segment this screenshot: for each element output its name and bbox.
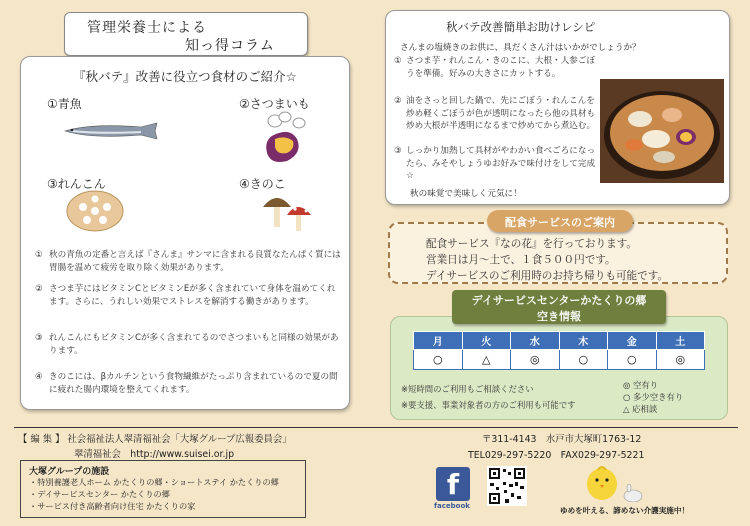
legend-consult: △ 応相談 <box>623 404 658 414</box>
day-header-thu: 木 <box>559 332 608 350</box>
status-wed: ◎ <box>511 350 560 370</box>
foods-panel <box>20 56 350 410</box>
recipe-footer: 秋の味覚で美味しく元気に！ <box>410 189 522 199</box>
food-note-1: ① 秋の青魚の定番と言えば『さんま』サンマに含まれる良質なたんぱく質には胃腸を温めて疲労を取り除く効果があります。 <box>35 250 341 273</box>
food-note-2: ② さつま芋にはビタミンCとビタミンEが多く含まれていて身体を温めてくれます。さらに、うれしい効果でストレスを解消する働きがあります。 <box>35 284 336 307</box>
lotus-root-icon <box>65 189 125 233</box>
food-note-3: ③ れんこんにもビタミンCが多く含まれてるのでさつまいもと同様の効果があります。 <box>35 333 339 356</box>
day-service-box <box>390 316 728 420</box>
availability-table <box>413 331 705 370</box>
sweet-potato-icon <box>257 109 317 169</box>
column-title-line2: 知っ得コラム <box>185 38 275 54</box>
meal-service-tab <box>487 210 633 232</box>
mushroom-icon <box>261 187 315 237</box>
recipe-step-3: ③ しっかり加熱して具材がやわかい食べごろになったら、みそやしょうゆお好みで味付けをして完成☆ <box>394 146 596 181</box>
footer-website[interactable]: 翠清福祉会 http://www.suisei.or.jp <box>74 449 235 460</box>
day-service-note-2: ※要支援、事業対象者の方のご利用も可能です <box>401 400 576 410</box>
recipe-step-2: ② 油をさっと回した鍋で、先にごぼう・れんこんを炒め軽くごぼうが色が透明になったら他の具材も炒め大根が半透明になるまで炒めてから煮込む。 <box>394 96 596 131</box>
group-facilities-title: 大塚グループの施設 <box>29 467 110 477</box>
availability-header-row <box>414 332 705 350</box>
status-thu: ○ <box>559 350 608 370</box>
status-tue: △ <box>462 350 511 370</box>
status-sat: ◎ <box>656 350 705 370</box>
day-service-title: デイサービスセンターかたくりの郷 <box>471 294 647 307</box>
miso-soup-photo <box>600 79 724 183</box>
legend-some-available: ○ 多少空き有り <box>623 392 684 402</box>
meal-service-line3: デイサービスのご利用時のお持ち帰りも可能です。 <box>426 270 669 282</box>
day-header-sat: 土 <box>656 332 705 350</box>
food-label-mushroom: ④きのこ <box>239 177 286 191</box>
footer-contact: TEL029-297-5220 FAX029-297-5221 <box>468 450 645 461</box>
day-service-note-1: ※短時間のご利用もご相談ください <box>401 384 534 394</box>
day-header-fri: 金 <box>608 332 657 350</box>
recipe-intro: さんまの塩焼きのお供に、具だくさん汁はいかがでしょうか？ <box>400 43 641 53</box>
group-facility-3: ・サービス付き高齢者向け住宅 かたくりの家 <box>29 501 196 511</box>
food-note-4: ④ きのこには、βカルチンという食物繊維がたっぷり含まれているので夏の間に疲れた腸内環境を整えてくれます。 <box>35 372 338 395</box>
food-label-fish: ①青魚 <box>47 97 82 111</box>
meal-service-line1: 配食サービス『なの花』を行っております。 <box>426 238 638 250</box>
column-title-box <box>64 12 308 56</box>
legend-available: ◎ 空有り <box>623 380 659 390</box>
group-facility-2: ・デイサービスセンター かたくりの郷 <box>29 489 170 499</box>
day-header-tue: 火 <box>462 332 511 350</box>
recipe-panel <box>385 10 730 205</box>
fish-icon <box>61 121 169 141</box>
rabbit-illustration-icon <box>622 484 644 502</box>
column-title-line1: 管理栄養士による <box>87 20 207 36</box>
footer-slogan: ゆめを叶える、諦めない介護実施中！ <box>560 506 690 515</box>
footer-divider <box>14 427 738 428</box>
footer-address: 〒311-4143 水戸市大塚町1763-12 <box>482 434 642 445</box>
facebook-label: facebook <box>434 502 470 510</box>
availability-status-row <box>414 350 705 370</box>
status-mon: ○ <box>414 350 463 370</box>
foods-heading: 『秋バテ』改善に役立つ食材のご紹介☆ <box>73 69 297 84</box>
day-service-tab <box>452 290 666 324</box>
recipe-step-1: ① さつま芋・れんこん・きのこに、大根・人参ごぼうを準備。好みの大きさにカットする。 <box>394 56 596 79</box>
day-service-subtitle: 空き情報 <box>537 310 581 323</box>
group-facilities-box <box>20 460 306 518</box>
food-label-sweet-potato: ②さつまいも <box>239 97 310 111</box>
recipe-title: 秋バテ改善簡単お助けレシピ <box>446 20 596 34</box>
food-label-lotus-root: ③れんこん <box>47 177 106 191</box>
meal-service-title: 配食サービスのご案内 <box>505 216 615 229</box>
facebook-icon[interactable]: f <box>436 467 470 501</box>
qr-code-icon <box>487 466 527 506</box>
chick-mascot-icon <box>584 462 620 502</box>
footer-editor: 【 編 集 】 社会福祉法人翠清福祉会「大塚グループ広報委員会」 <box>18 434 292 445</box>
meal-service-line2: 営業日は月～土で、１食５００円です。 <box>426 254 616 266</box>
status-fri: ○ <box>608 350 657 370</box>
group-facility-1: ・特別養護老人ホーム かたくりの郷・ショートステイ かたくりの郷 <box>29 477 279 487</box>
day-header-mon: 月 <box>414 332 463 350</box>
day-header-wed: 水 <box>511 332 560 350</box>
